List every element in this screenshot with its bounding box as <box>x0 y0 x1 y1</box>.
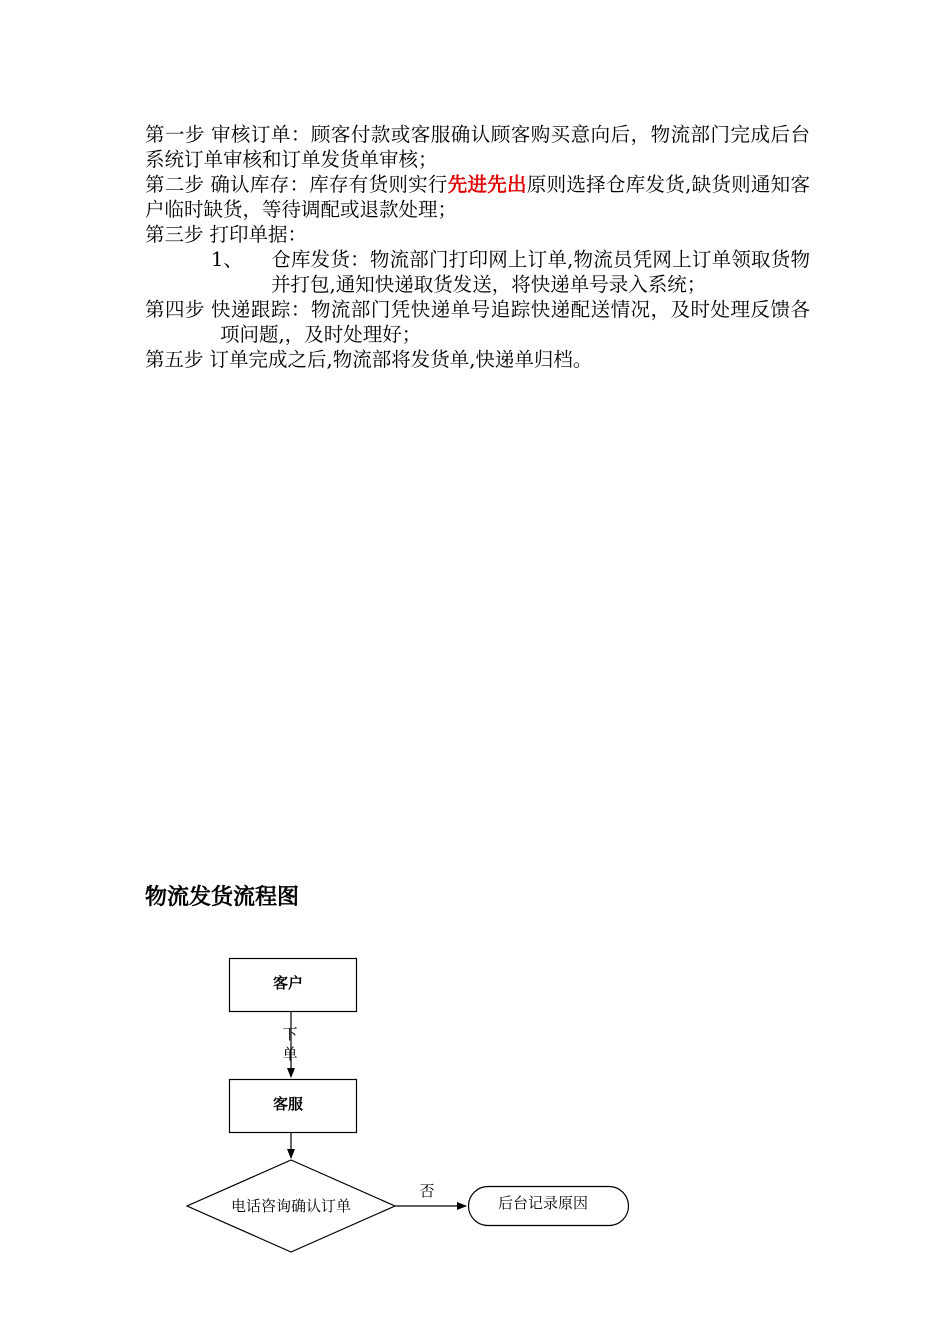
order-label-char-1: 下 <box>282 1025 298 1043</box>
step-5-label: 第五步 <box>145 348 204 371</box>
process-steps <box>145 122 810 372</box>
step-5-text: 订单完成之后,物流部将发货单,快递单归档。 <box>209 348 593 371</box>
service-label: 客服 <box>272 1095 304 1113</box>
step-4 <box>145 297 810 347</box>
step-2-label: 第二步 <box>145 173 205 196</box>
step-1-label: 第一步 <box>145 123 205 146</box>
step-3-item-1 <box>145 247 810 297</box>
step-1-text: 审核订单：顾客付款或客服确认顾客购买意向后，物流部门完成后台系统订单审核和订单发货单审核； <box>145 123 810 171</box>
fifo-highlight: 先进先出 <box>447 173 527 196</box>
step-3-label: 第三步 <box>145 223 204 246</box>
step-5 <box>145 347 810 372</box>
step-4-text: 快递跟踪：物流部门凭快递单号追踪快递配送情况，及时处理反馈各项问题,，及时处理好； <box>210 298 810 346</box>
step-2-text-after: 原则选择仓库发货,缺货则通知客户临时缺货，等待调配或退款处理； <box>145 173 810 221</box>
step-3-text: 打印单据： <box>209 223 308 246</box>
customer-label: 客户 <box>272 974 304 992</box>
step-2-text-before: 确认库存：库存有货则实行 <box>210 173 448 196</box>
confirm-label: 电话咨询确认订单 <box>230 1197 352 1215</box>
flowchart-title: 物流发货流程图 <box>145 885 300 910</box>
step-3-item-1-text: 仓库发货：物流部门打印网上订单,物流员凭网上订单领取货物并打包,通知快递取货发送，将快递单号录入系统； <box>271 248 810 296</box>
step-2 <box>145 172 810 222</box>
step-1 <box>145 122 810 172</box>
logistics-flowchart <box>0 940 950 1270</box>
no-label: 否 <box>419 1182 435 1200</box>
step-3-item-1-number: 1、 <box>211 248 243 271</box>
step-4-label: 第四步 <box>145 298 205 321</box>
order-label-char-2: 单 <box>282 1045 298 1063</box>
step-3 <box>145 222 810 247</box>
record-reason-label: 后台记录原因 <box>497 1194 589 1212</box>
